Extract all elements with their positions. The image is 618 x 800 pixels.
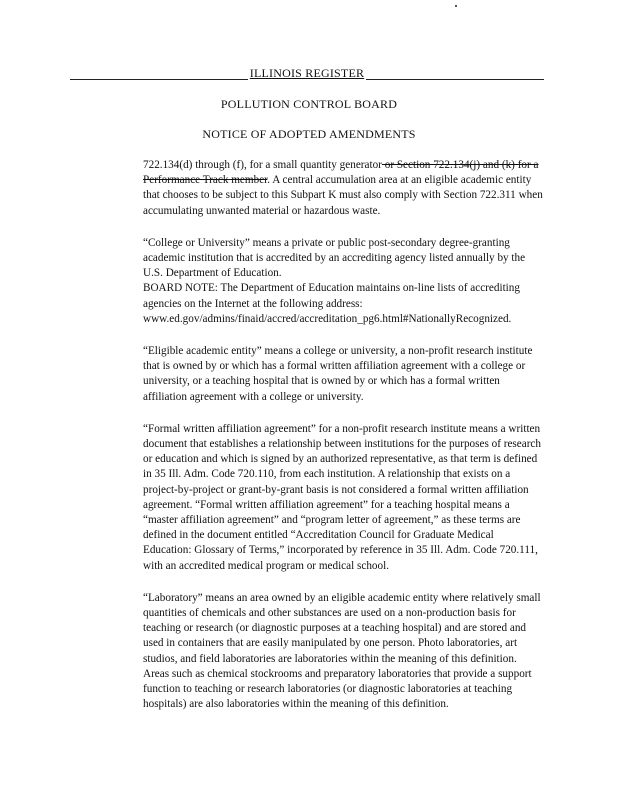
scan-speck xyxy=(455,5,457,7)
register-header xyxy=(70,66,544,86)
struck-text: or Section 722.134(j) and (k) for a Performance Track member xyxy=(143,159,539,187)
register-title-text: ILLINOIS REGISTER xyxy=(249,66,365,80)
paragraph-central-accumulation xyxy=(143,158,543,219)
board-note: BOARD NOTE: The Department of Education maintains on-line lists of accrediting agencies on the Internet at the following address: www.ed.gov/admins/finaid/accred/accreditation_pg6.html#NationallyRecognized. xyxy=(143,282,520,325)
register-title xyxy=(70,66,544,81)
paragraph-1-lead: 722.134(d) through (f), for a small quantity generator xyxy=(143,159,382,171)
paragraph-affiliation-agreement: “Formal written affiliation agreement” for a non-profit research institute means a written document that establishes a relationship between institutions for the purposes of research or education and which is signed by an authorized representative, as that term is defined in 35 Ill. Adm. Code 720.110, from each institution. A relationship that exists on a project-by-project or grant-by-grant basis is not considered a formal written affiliation agreement. “Formal written affiliation agreement” for a teaching hospital means a “master affiliation agreement” and “program letter of agreement,” as these terms are defined in the document entitled “Accreditation Council for Graduate Medical Education: Glossary of Terms,” incorporated by reference in 35 Ill. Adm. Code 720.111, with an accredited medical program or medical school. xyxy=(143,422,541,572)
paragraph-laboratory: “Laboratory” means an area owned by an eligible academic entity where relatively small quantities of chemicals and other substances are used on a non-production basis for teaching or research (or diagnostic purposes at a teaching hospital) and are stored and used in containers that are easily manipulated by one person. Photo laboratories, art studios, and field laboratories are laboratories within the meaning of this definition. Areas such as chemical stockrooms and preparatory laboratories that provide a support function to teaching or research laboratories (or diagnostic laboratories at teaching hospitals) are also laboratories within the meaning of this definition. xyxy=(143,591,541,711)
college-definition-text: “College or University” means a private or public post-secondary degree-granting academic institution that is accredited by an accrediting agency listed annually by the U.S. Department of Education. xyxy=(143,236,526,280)
board-name: POLLUTION CONTROL BOARD xyxy=(220,97,398,111)
notice-title: NOTICE OF ADOPTED AMENDMENTS xyxy=(202,127,416,141)
paragraph-eligible-entity: “Eligible academic entity” means a college or university, a non-profit research institute that is owned by or which has a formal written affiliation agreement with a college or university, or a teaching hospital that is owned by or which has a formal written affiliation agreement with a college or university. xyxy=(143,345,533,403)
paragraph-college-definition xyxy=(143,236,543,327)
paragraph-1-tail: . A central accumulation area at an eligible academic entity that chooses to be subject to this Subpart K must also comply with Section 722.311 when accumulating unwanted material or hazardous waste. xyxy=(143,174,543,217)
document-body xyxy=(143,158,543,730)
